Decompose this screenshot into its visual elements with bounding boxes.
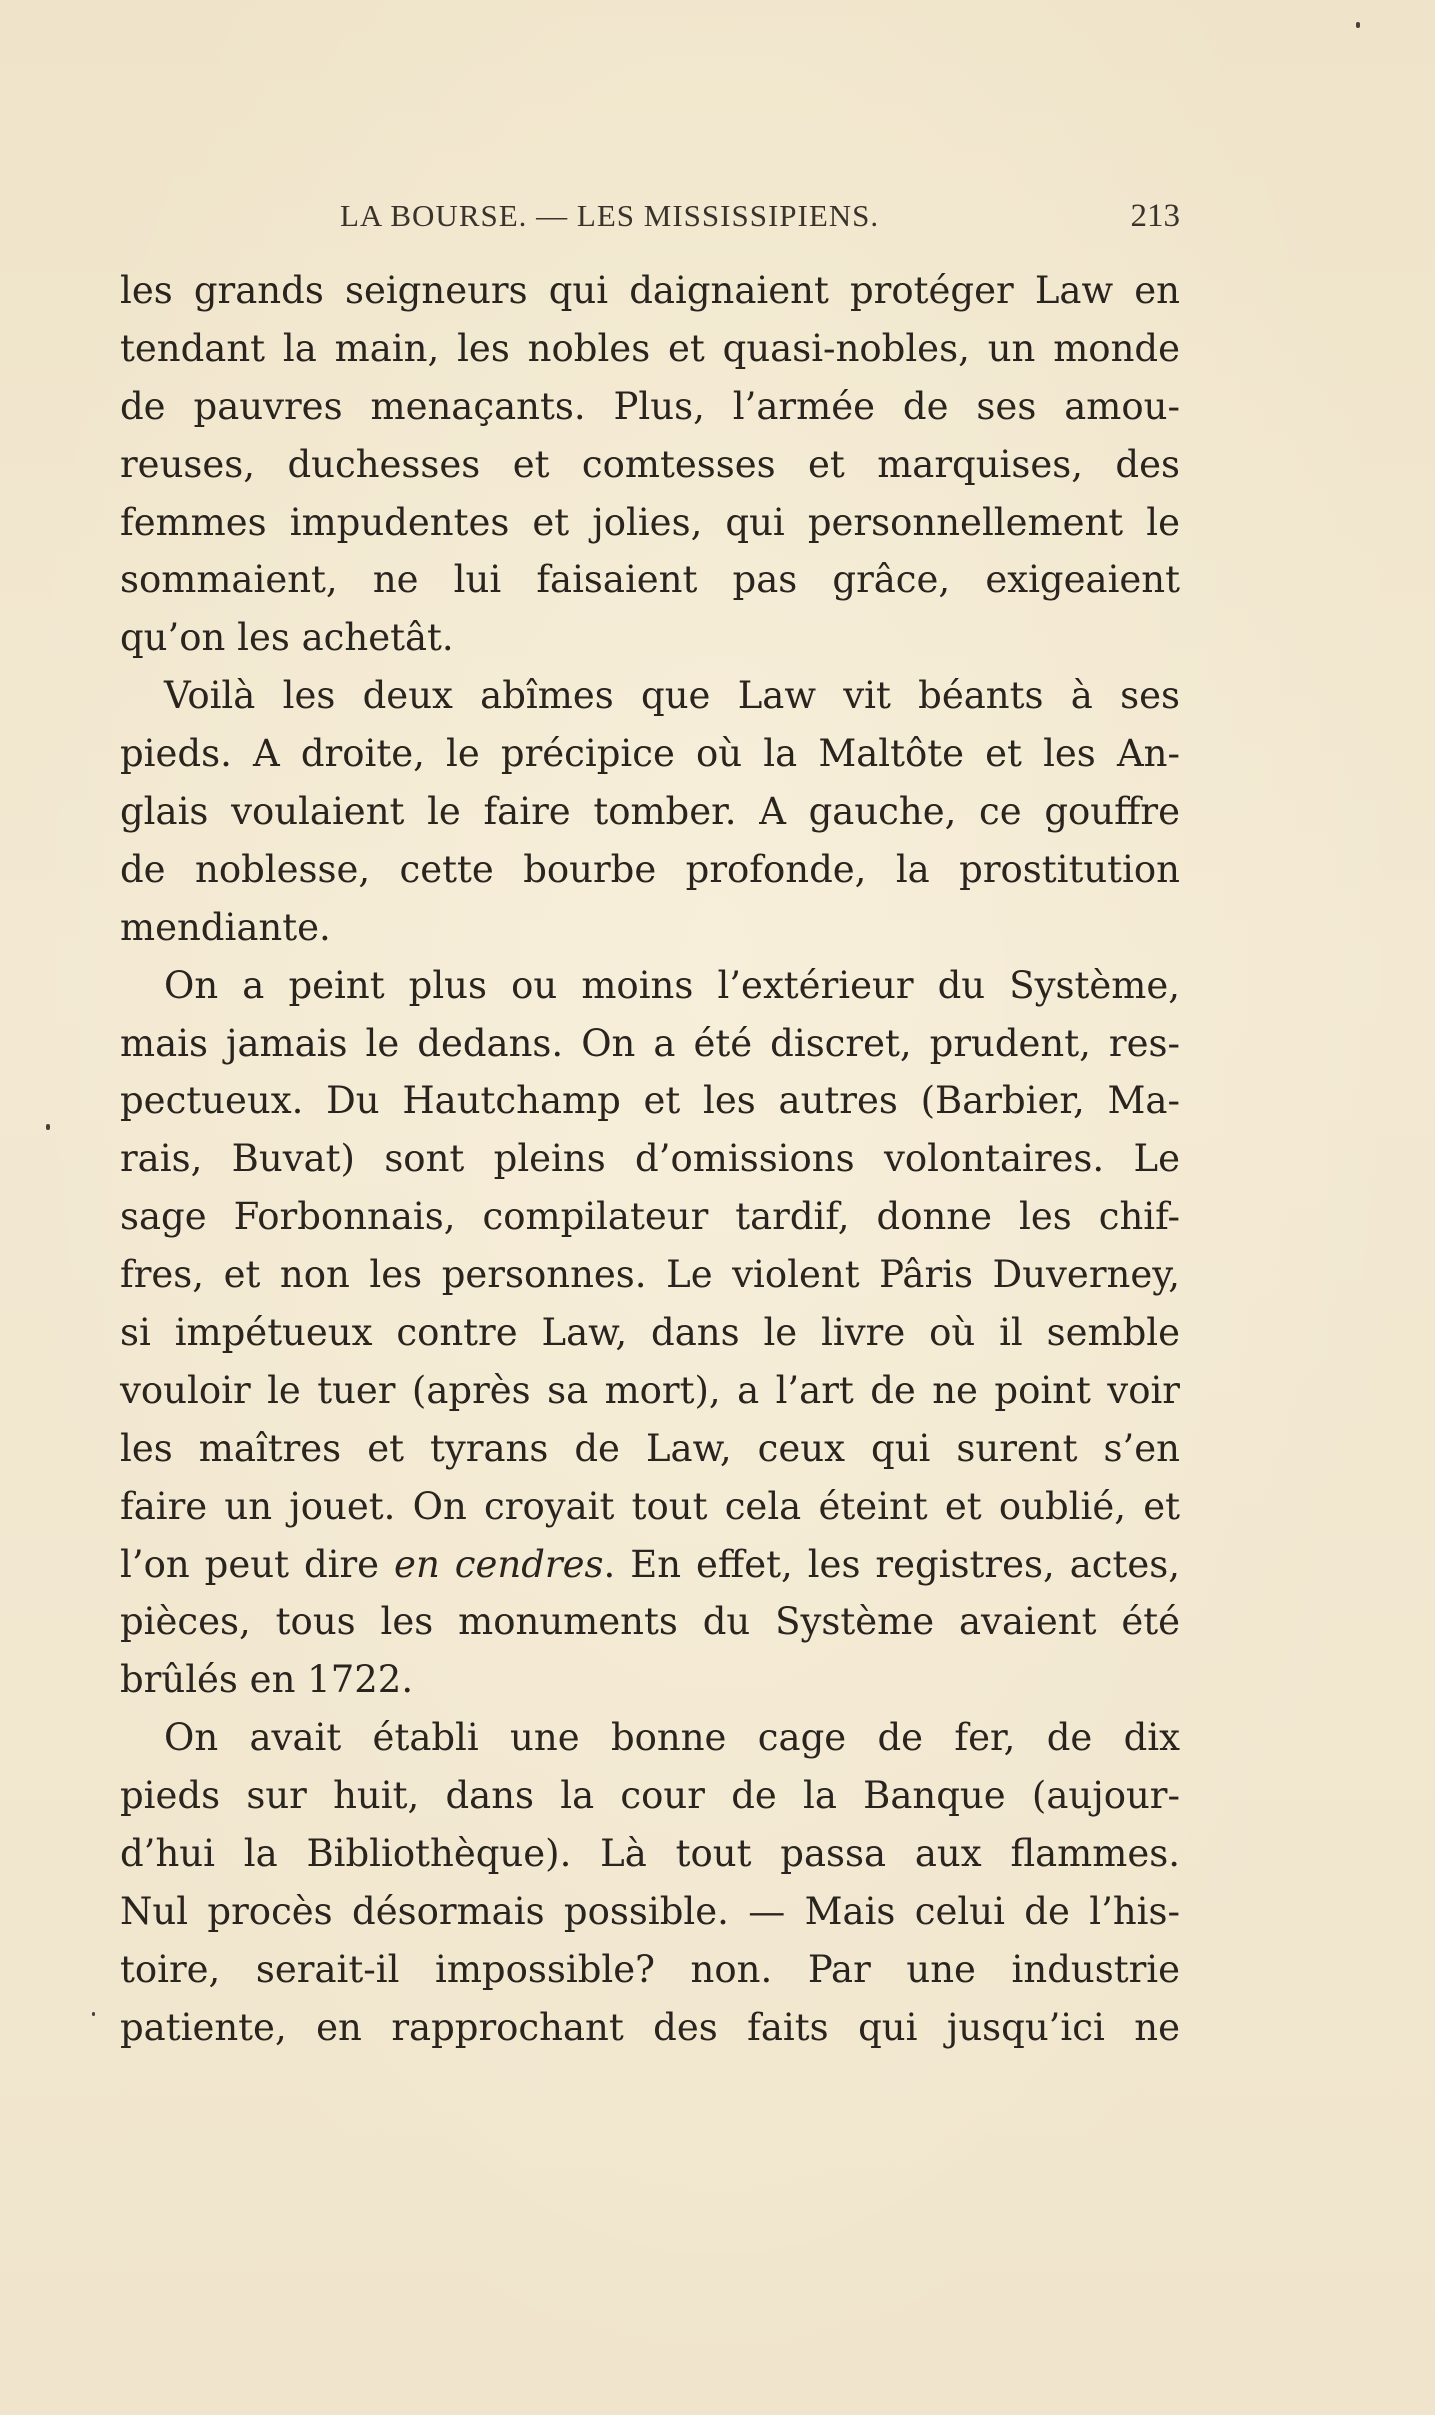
margin-speck [1356, 22, 1360, 28]
text-line: sommaient, ne lui faisaient pas grâce, exigeaient [120, 558, 1180, 602]
text-line: les grands seigneurs qui daignaient protéger Law en [120, 269, 1180, 312]
text-line: Voilà les deux abîmes que Law vit béants à ses [164, 674, 1180, 718]
text-line: Nul procès désormais possible. — Mais celui de l’his- [120, 1889, 1180, 1933]
text-line: mendiante. [120, 905, 331, 949]
text-line: sage Forbonnais, compilateur tardif, donne les chif- [120, 1195, 1180, 1239]
body-text [120, 262, 1180, 2057]
text-line: faire un jouet. On croyait tout cela éteint et oublié, et [120, 1484, 1180, 1528]
text-line: tendant la main, les nobles et quasi-nobles, un monde [120, 326, 1180, 370]
text-line: pieds. A droite, le précipice où la Maltôte et les An- [120, 732, 1180, 776]
margin-speck [92, 2012, 95, 2016]
text-line: d’hui la Bibliothèque). Là tout passa aux flammes. [120, 1832, 1180, 1876]
text-line: glais voulaient le faire tomber. A gauche, ce gouffre [120, 790, 1180, 834]
text-line: si impétueux contre Law, dans le livre où il semble [120, 1311, 1180, 1355]
text-line: l’on peut dire en cendres. En effet, les registres, actes, [120, 1542, 1180, 1586]
text-line: les maîtres et tyrans de Law, ceux qui surent s’en [120, 1426, 1180, 1470]
text-line: fres, et non les personnes. Le violent Pâris Duverney, [120, 1253, 1180, 1297]
text-line: de noblesse, cette bourbe profonde, la prostitution [120, 847, 1180, 891]
text-line: pièces, tous les monuments du Système avaient été [120, 1600, 1180, 1644]
page-header [120, 198, 1180, 246]
text-line: de pauvres menaçants. Plus, l’armée de ses amou- [120, 384, 1180, 428]
text-line: pectueux. Du Hautchamp et les autres (Barbier, Ma- [120, 1079, 1180, 1123]
margin-speck [46, 1124, 50, 1130]
text-line: pieds sur huit, dans la cour de la Banque (aujour- [120, 1774, 1180, 1818]
text-line: mais jamais le dedans. On a été discret, prudent, res- [120, 1021, 1180, 1065]
text-line: patiente, en rapprochant des faits qui jusqu’ici ne [120, 2005, 1180, 2049]
text-line: femmes impudentes et jolies, qui personnellement le [120, 500, 1180, 544]
text-line: On a peint plus ou moins l’extérieur du Système, [164, 963, 1180, 1007]
text-line: reuses, duchesses et comtesses et marquises, des [120, 442, 1180, 486]
text-line: qu’on les achetât. [120, 616, 454, 660]
text-line: toire, serait-il impossible? non. Par une industrie [120, 1947, 1180, 1991]
page-number: 213 [1130, 198, 1180, 234]
text-line: On avait établi une bonne cage de fer, de dix [164, 1716, 1180, 1760]
running-title: LA BOURSE. — LES MISSISSIPIENS. [340, 198, 880, 233]
text-line: rais, Buvat) sont pleins d’omissions volontaires. Le [120, 1137, 1180, 1181]
text-line: vouloir le tuer (après sa mort), a l’art de ne point voir [120, 1368, 1180, 1412]
text-line: brûlés en 1722. [120, 1658, 414, 1702]
